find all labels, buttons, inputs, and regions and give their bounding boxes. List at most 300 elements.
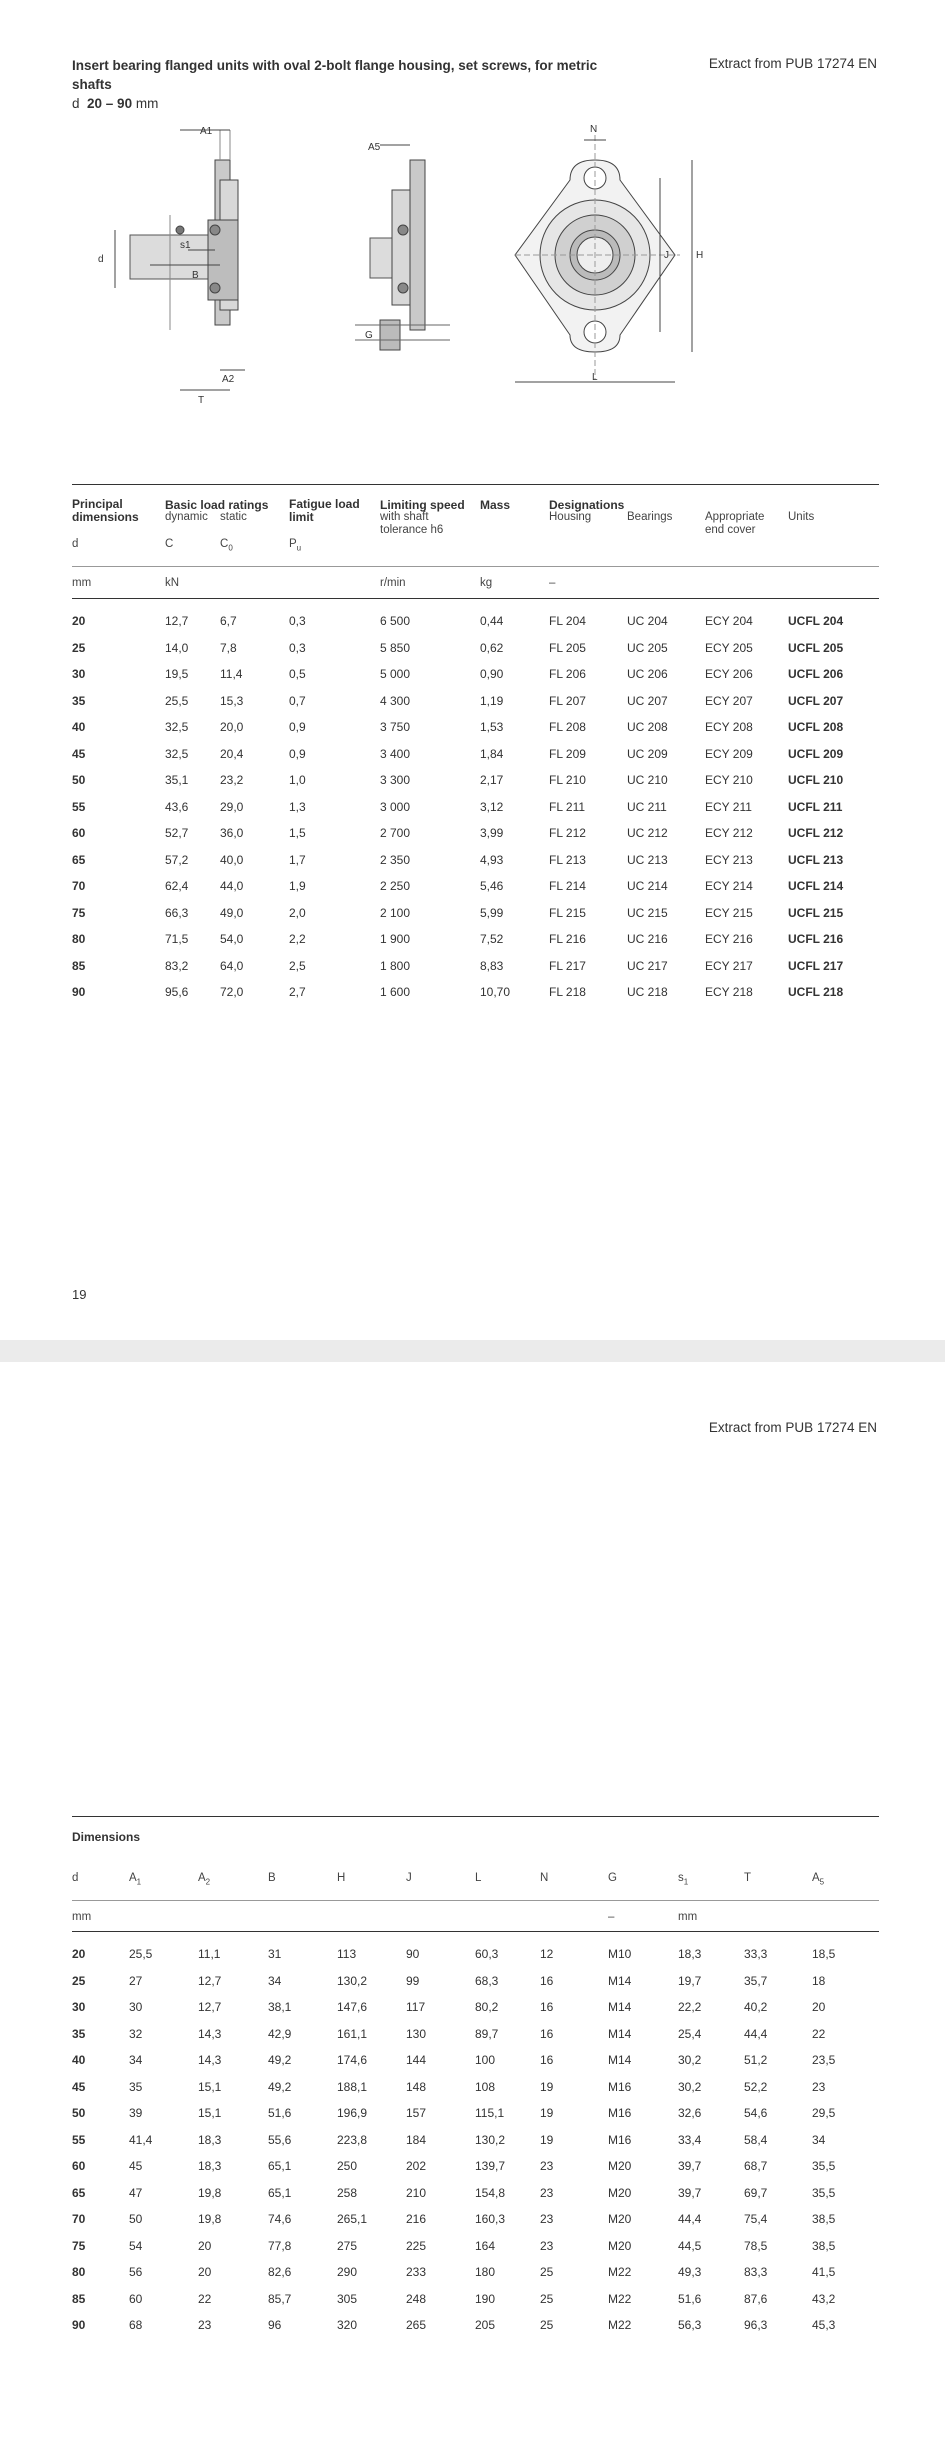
label-s1: s1	[180, 240, 191, 251]
cell-dim: 20	[812, 2000, 826, 2014]
cell-pu: 0,3	[289, 640, 306, 655]
unit-kn: kN	[165, 577, 180, 589]
cell-dim: 45	[72, 2079, 86, 2094]
cell-c: 25,5	[165, 693, 189, 708]
cell-dim: 161,1	[337, 2026, 368, 2041]
cell-dim: 23	[540, 2238, 554, 2253]
cell-pu: 1,0	[289, 773, 306, 787]
cell-dim: 164	[475, 2238, 496, 2253]
cell-speed: 6 500	[380, 614, 411, 628]
cell-c: 71,5	[165, 932, 189, 946]
cell-mass: 4,93	[480, 852, 504, 867]
cell-c: 32,5	[165, 746, 189, 761]
hdr-mass: Mass	[480, 498, 511, 512]
cell-dim: 223,8	[337, 2132, 368, 2147]
sym-c: C	[165, 538, 174, 550]
cell-speed: 2 100	[380, 905, 411, 920]
cell-c: 43,6	[165, 799, 189, 814]
subtitle-range: 20 – 90	[87, 96, 133, 111]
cell-housing: FL 218	[549, 985, 586, 999]
cell-c: 83,2	[165, 958, 189, 973]
table2-row	[72, 1947, 879, 1973]
cell-dim: 25	[540, 2318, 554, 2332]
cell-bearing: UC 215	[627, 905, 668, 920]
table1-row	[72, 667, 879, 693]
cell-dim: 16	[540, 2000, 554, 2014]
hdr-dynamic: dynamic	[165, 511, 208, 523]
cell-c: 62,4	[165, 879, 189, 893]
cell-end-cover: ECY 214	[705, 879, 753, 893]
cell-end-cover: ECY 216	[705, 932, 753, 946]
cell-bearing: UC 210	[627, 773, 668, 787]
cell-mass: 3,12	[480, 799, 504, 814]
table2-row	[72, 2265, 879, 2291]
table1-row	[72, 853, 879, 879]
table1-row	[72, 985, 879, 1011]
cell-dim: 38,5	[812, 2212, 836, 2226]
cell-dim: 75	[72, 2238, 86, 2253]
cell-c0: 20,0	[220, 720, 244, 734]
cell-housing: FL 210	[549, 773, 586, 787]
table2-row	[72, 2239, 879, 2265]
title-block	[72, 56, 632, 113]
hdr-basic-load: Basic load ratings	[165, 498, 269, 512]
cell-mass: 1,84	[480, 746, 504, 761]
cell-housing: FL 215	[549, 905, 586, 920]
t2-unit-mm: mm	[72, 1911, 92, 1923]
cell-pu: 1,9	[289, 879, 306, 893]
cell-d: 20	[72, 614, 86, 628]
table2-row	[72, 2080, 879, 2106]
cell-d: 35	[72, 693, 86, 708]
label-h: H	[696, 250, 704, 261]
cell-unit: UCFL 208	[788, 720, 844, 734]
page-number: 19	[72, 1287, 87, 1302]
cell-dim: 14,3	[198, 2053, 222, 2067]
cell-dim: 248	[406, 2291, 427, 2306]
cell-dim: 87,6	[744, 2291, 768, 2306]
cell-pu: 0,9	[289, 720, 306, 734]
cell-bearing: UC 211	[627, 799, 667, 814]
cell-dim: 16	[540, 2026, 554, 2041]
cell-end-cover: ECY 205	[705, 640, 753, 655]
table2-row	[72, 2159, 879, 2185]
cell-dim: 34	[268, 1973, 282, 1988]
t2-hdr-a5: $A_5$	[812, 1872, 825, 1887]
cell-bearing: UC 205	[627, 640, 668, 655]
cell-d: 45	[72, 746, 86, 761]
cell-dim: M16	[608, 2079, 632, 2094]
cell-dim: M16	[608, 2132, 632, 2147]
table1-row	[72, 694, 879, 720]
cell-dim: 39	[129, 2106, 143, 2120]
cell-dim: 210	[406, 2185, 427, 2200]
cell-d: 70	[72, 879, 86, 893]
cell-dim: 38,1	[268, 2000, 292, 2014]
cell-dim: 20	[198, 2238, 212, 2253]
cell-dim: 35,5	[812, 2159, 836, 2173]
cell-dim: 16	[540, 2053, 554, 2067]
cell-dim: 12	[540, 1947, 554, 1961]
cell-mass: 0,44	[480, 614, 504, 628]
cell-dim: 55,6	[268, 2132, 292, 2147]
cell-mass: 2,17	[480, 773, 504, 787]
table1-row	[72, 879, 879, 905]
cell-dim: 90	[406, 1947, 420, 1961]
cell-end-cover: ECY 213	[705, 852, 753, 867]
cell-speed: 3 000	[380, 799, 411, 814]
cell-dim: 216	[406, 2212, 427, 2226]
cell-c: 52,7	[165, 826, 189, 840]
label-g: G	[365, 330, 373, 341]
cell-speed: 5 850	[380, 640, 411, 655]
cell-dim: 60	[72, 2159, 86, 2173]
cell-speed: 1 600	[380, 985, 411, 999]
cell-speed: 5 000	[380, 667, 411, 681]
cell-c0: 54,0	[220, 932, 244, 946]
page-2	[0, 1362, 945, 2456]
cell-d: 85	[72, 958, 86, 973]
subtitle-symbol: d	[72, 96, 80, 111]
cell-unit: UCFL 209	[788, 746, 844, 761]
cell-c0: 23,2	[220, 773, 244, 787]
table2-row	[72, 2212, 879, 2238]
table1-row	[72, 959, 879, 985]
cell-dim: 55	[72, 2132, 86, 2147]
cell-dim: M22	[608, 2265, 632, 2279]
cell-c: 35,1	[165, 773, 189, 787]
cell-dim: 49,2	[268, 2053, 292, 2067]
cell-unit: UCFL 204	[788, 614, 844, 628]
cell-housing: FL 217	[549, 958, 586, 973]
cell-end-cover: ECY 210	[705, 773, 753, 787]
cell-dim: 12,7	[198, 2000, 222, 2014]
cell-dim: 65,1	[268, 2159, 292, 2173]
cell-pu: 2,5	[289, 958, 306, 973]
cell-dim: 35	[129, 2079, 143, 2094]
cell-dim: 139,7	[475, 2159, 506, 2173]
cell-dim: 25	[540, 2291, 554, 2306]
cell-dim: 275	[337, 2238, 358, 2253]
label-l: L	[592, 372, 598, 383]
table2-header-bottom-rule	[72, 1931, 879, 1932]
cell-dim: 78,5	[744, 2238, 768, 2253]
cell-d: 40	[72, 720, 86, 734]
cell-dim: 44,4	[744, 2026, 768, 2041]
cell-end-cover: ECY 211	[705, 799, 752, 814]
cell-dim: 23	[540, 2159, 554, 2173]
drawing-side-screw	[355, 142, 450, 350]
cell-housing: FL 205	[549, 640, 586, 655]
table2-mid-rule	[72, 1900, 879, 1901]
cell-dim: 82,6	[268, 2265, 292, 2279]
table1-row	[72, 906, 879, 932]
cell-dim: 130	[406, 2026, 427, 2041]
cell-dim: 22,2	[678, 2000, 702, 2014]
cell-dim: 20	[198, 2265, 212, 2279]
cell-dim: 34	[812, 2132, 826, 2147]
cell-dim: 49,3	[678, 2265, 702, 2279]
cell-dim: 18,3	[198, 2159, 222, 2173]
cell-end-cover: ECY 204	[705, 614, 753, 628]
cell-dim: M22	[608, 2318, 632, 2332]
cell-dim: 16	[540, 1973, 554, 1988]
cell-dim: 23	[812, 2079, 826, 2094]
cell-end-cover: ECY 218	[705, 985, 753, 999]
cell-pu: 0,9	[289, 746, 306, 761]
cell-bearing: UC 209	[627, 746, 668, 761]
cell-dim: M16	[608, 2106, 632, 2120]
cell-dim: 14,3	[198, 2026, 222, 2041]
cell-mass: 10,70	[480, 985, 511, 999]
table2-row	[72, 2133, 879, 2159]
cell-dim: 54,6	[744, 2106, 768, 2120]
cell-c0: 64,0	[220, 958, 244, 973]
t2-hdr-h: H	[337, 1872, 346, 1884]
cell-unit: UCFL 206	[788, 667, 844, 681]
cell-dim: 60	[129, 2291, 143, 2306]
cell-dim: 39,7	[678, 2159, 702, 2173]
cell-mass: 3,99	[480, 826, 504, 840]
cell-dim: 56	[129, 2265, 143, 2279]
cell-d: 60	[72, 826, 86, 840]
cell-dim: 19,7	[678, 1973, 702, 1988]
cell-dim: 70	[72, 2212, 86, 2226]
cell-dim: 22	[812, 2026, 826, 2041]
cell-bearing: UC 204	[627, 614, 668, 628]
cell-dim: M10	[608, 1947, 632, 1961]
table1-row	[72, 932, 879, 958]
label-t: T	[198, 395, 205, 406]
table2-row	[72, 2000, 879, 2026]
table1-row	[72, 800, 879, 826]
cell-dim: 30,2	[678, 2079, 702, 2094]
cell-dim: 130,2	[337, 1973, 368, 1988]
cell-dim: 85,7	[268, 2291, 292, 2306]
cell-end-cover: ECY 207	[705, 693, 753, 708]
cell-mass: 0,62	[480, 640, 504, 655]
cell-dim: 258	[337, 2185, 358, 2200]
label-a1: A1	[200, 126, 213, 137]
cell-dim: 25	[540, 2265, 554, 2279]
cell-dim: 39,7	[678, 2185, 702, 2200]
cell-pu: 1,5	[289, 826, 306, 840]
cell-dim: 68	[129, 2318, 143, 2332]
label-a5: A5	[368, 142, 381, 153]
cell-dim: 77,8	[268, 2238, 292, 2253]
cell-housing: FL 211	[549, 799, 586, 814]
table2-row	[72, 1974, 879, 2000]
cell-unit: UCFL 205	[788, 640, 844, 655]
cell-dim: 69,7	[744, 2185, 768, 2200]
technical-drawings	[98, 120, 720, 420]
t2-hdr-g: G	[608, 1872, 617, 1884]
table1-top-rule	[72, 484, 879, 485]
cell-dim: 25,4	[678, 2026, 702, 2041]
cell-dim: 19,8	[198, 2185, 222, 2200]
cell-pu: 2,0	[289, 905, 306, 920]
cell-bearing: UC 207	[627, 693, 668, 708]
cell-unit: UCFL 215	[788, 905, 844, 920]
cell-mass: 7,52	[480, 932, 504, 946]
cell-dim: 45,3	[812, 2318, 836, 2332]
cell-dim: 148	[406, 2079, 427, 2094]
table2-row	[72, 2318, 879, 2344]
sym-pu: $P_u$	[289, 538, 302, 553]
cell-dim: 115,1	[475, 2106, 505, 2120]
cell-dim: 30	[129, 2000, 143, 2014]
cell-dim: 51,2	[744, 2053, 768, 2067]
cell-dim: 35,7	[744, 1973, 768, 1988]
hdr-static: static	[220, 511, 247, 523]
cell-dim: 33,4	[678, 2132, 702, 2147]
cell-housing: FL 206	[549, 667, 586, 681]
cell-dim: 15,1	[198, 2106, 222, 2120]
cell-dim: M14	[608, 2053, 632, 2067]
cell-end-cover: ECY 209	[705, 746, 753, 761]
cell-c0: 29,0	[220, 799, 244, 814]
hdr-designations: Designations	[549, 498, 625, 512]
cell-speed: 1 900	[380, 932, 411, 946]
cell-unit: UCFL 213	[788, 852, 844, 867]
cell-dim: 190	[475, 2291, 496, 2306]
cell-dim: 54	[129, 2238, 143, 2253]
cell-dim: 60,3	[475, 1947, 499, 1961]
cell-c: 12,7	[165, 614, 189, 628]
sym-c0: $C_0$	[220, 538, 233, 553]
t2-hdr-j: J	[406, 1872, 412, 1884]
cell-dim: 154,8	[475, 2185, 506, 2200]
cell-speed: 1 800	[380, 958, 411, 973]
cell-dim: 180	[475, 2265, 496, 2279]
cell-bearing: UC 218	[627, 985, 668, 999]
cell-unit: UCFL 216	[788, 932, 844, 946]
t2-hdr-b: B	[268, 1872, 276, 1884]
cell-c: 57,2	[165, 852, 189, 867]
cell-unit: UCFL 217	[788, 958, 844, 973]
label-j: J	[664, 250, 669, 261]
cell-dim: 40	[72, 2053, 86, 2067]
cell-dim: 320	[337, 2318, 358, 2332]
page-title: Insert bearing flanged units with oval 2-bolt flange housing, set screws, for metric shafts	[72, 58, 598, 92]
cell-c: 19,5	[165, 667, 189, 681]
subtitle	[72, 94, 632, 113]
hdr-limiting-sub2: tolerance h6	[380, 524, 444, 536]
table1-row	[72, 641, 879, 667]
cell-pu: 0,5	[289, 667, 306, 681]
table2-row	[72, 2053, 879, 2079]
cell-dim: 32	[129, 2026, 143, 2041]
cell-unit: UCFL 212	[788, 826, 844, 840]
label-b: B	[192, 270, 199, 281]
hdr-bearings: Bearings	[627, 511, 673, 523]
cell-dim: 50	[129, 2212, 143, 2226]
subtitle-unit: mm	[135, 96, 159, 111]
cell-mass: 5,46	[480, 879, 504, 893]
cell-speed: 2 250	[380, 879, 411, 893]
dimensions-table	[72, 1816, 879, 2376]
cell-mass: 5,99	[480, 905, 504, 920]
cell-c: 95,6	[165, 985, 189, 999]
cell-dim: 100	[475, 2053, 496, 2067]
cell-dim: 25	[72, 1973, 86, 1988]
cell-c0: 6,7	[220, 614, 237, 628]
unit-dash: –	[549, 577, 556, 589]
cell-end-cover: ECY 215	[705, 905, 753, 920]
cell-speed: 3 750	[380, 720, 411, 734]
hdr-limiting: Limiting speed	[380, 498, 465, 512]
unit-kg: kg	[480, 577, 493, 589]
cell-dim: 265,1	[337, 2212, 368, 2226]
cell-housing: FL 208	[549, 720, 586, 734]
cell-d: 90	[72, 985, 86, 999]
cell-dim: 80	[72, 2265, 86, 2279]
table2-title: Dimensions	[72, 1830, 141, 1844]
cell-dim: 19	[540, 2079, 554, 2094]
cell-speed: 2 700	[380, 826, 411, 840]
extract-label-2: Extract from PUB 17274 EN	[708, 1420, 877, 1435]
cell-dim: 43,2	[812, 2291, 836, 2306]
cell-dim: M20	[608, 2238, 632, 2253]
drawing-front-view	[515, 124, 703, 383]
cell-dim: 34	[129, 2053, 143, 2067]
cell-bearing: UC 208	[627, 720, 668, 734]
cell-dim: 56,3	[678, 2318, 702, 2332]
cell-pu: 2,2	[289, 932, 306, 946]
cell-pu: 2,7	[289, 985, 306, 999]
cell-dim: 75,4	[744, 2212, 768, 2226]
cell-dim: 265	[406, 2318, 427, 2332]
cell-mass: 1,19	[480, 693, 504, 708]
table2-top-rule	[72, 1816, 879, 1817]
cell-c0: 44,0	[220, 879, 244, 893]
table1-row	[72, 747, 879, 773]
cell-dim: 51,6	[268, 2106, 292, 2120]
cell-dim: 29,5	[812, 2106, 836, 2120]
table1-row	[72, 614, 879, 640]
cell-dim: 19	[540, 2132, 554, 2147]
cell-d: 50	[72, 773, 86, 787]
cell-housing: FL 204	[549, 614, 586, 628]
cell-dim: 83,3	[744, 2265, 768, 2279]
cell-dim: 68,7	[744, 2159, 768, 2173]
cell-dim: 99	[406, 1973, 420, 1988]
cell-dim: M14	[608, 1973, 632, 1988]
cell-dim: M20	[608, 2159, 632, 2173]
table1-header-bottom-rule	[72, 598, 879, 599]
cell-d: 65	[72, 852, 86, 867]
cell-dim: 35,5	[812, 2185, 836, 2200]
cell-c: 14,0	[165, 640, 189, 655]
cell-c: 66,3	[165, 905, 189, 920]
cell-dim: 188,1	[337, 2079, 368, 2094]
label-n: N	[590, 124, 598, 135]
cell-d: 25	[72, 640, 86, 655]
cell-d: 55	[72, 799, 86, 814]
cell-dim: 130,2	[475, 2132, 506, 2147]
cell-dim: 305	[337, 2291, 358, 2306]
cell-dim: 113	[337, 1947, 357, 1961]
cell-end-cover: ECY 212	[705, 826, 753, 840]
cell-bearing: UC 216	[627, 932, 668, 946]
cell-dim: 42,9	[268, 2026, 292, 2041]
cell-dim: 96	[268, 2318, 282, 2332]
cell-dim: 23,5	[812, 2053, 836, 2067]
table2-row	[72, 2292, 879, 2318]
table1-row	[72, 773, 879, 799]
cell-dim: 30	[72, 2000, 86, 2014]
cell-unit: UCFL 210	[788, 773, 844, 787]
